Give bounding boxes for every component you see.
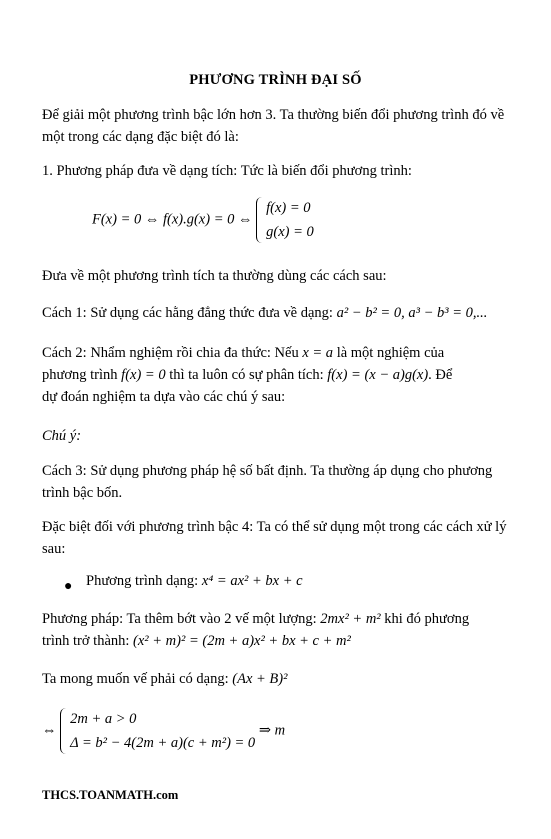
bullet-item [86,570,506,592]
page-title: PHƯƠNG TRÌNH ĐẠI SỐ [189,72,362,88]
method2-text-b: là một nghiệm của [333,345,445,361]
product-system-row1: f(x) = 0 [266,200,311,216]
desire-paragraph [42,668,512,690]
final-system-row2: Δ = b² − 4(2m + a)(c + m²) = 0 [70,735,256,751]
method1-text: Cách 1: Sử dụng các hằng đẳng thức đưa về dạng: [42,305,337,321]
product-system-row2: g(x) = 0 [266,224,314,240]
note-label: Chú ý: [42,428,82,444]
desire-math: (Ax + B)² [232,671,288,687]
method2-line2-b: thì ta luôn có sự phân tích: [165,367,328,383]
method-math-a: 2mx² + m² [320,611,381,627]
method2-text-a: Cách 2: Nhẩm nghiệm rồi chia đa thức: Nếu [42,345,303,361]
method2-paragraph [42,342,512,408]
desire-text: Ta mong muốn vế phải có dạng: [42,671,233,687]
final-system-result: ⇒ m [258,722,286,739]
method-text-b: khi đó phương [380,611,470,627]
special-paragraph: Đặc biệt đối với phương trình bậc 4: Ta có thể sử dụng một trong các cách xử lý sau: [42,519,507,557]
method2-line3: dự đoán nghiệm ta dựa vào các chú ý sau: [42,389,286,405]
brace-icon [60,708,68,754]
method-text-a: Phương pháp: Ta thêm bớt vào 2 vế một lượng: [42,611,321,627]
method-paragraph [42,608,512,652]
bullet-icon: ● [64,579,73,594]
method2-math-c: f(x) = (x − a)g(x) [327,367,429,383]
method-line2: trình trở thành: [42,633,134,649]
intro-paragraph: Để giải một phương trình bậc lớn hơn 3. Ta thường biến đổi phương trình đó về một trong các dạng đặc biệt đó là: [42,107,505,145]
method-math-b: (x² + m)² = (2m + a)x² + bx + c + m² [133,633,351,649]
method2-math-b: f(x) = 0 [121,367,166,383]
footer-site: THCS.TOANMATH.com [42,788,179,802]
product-equation-lhs: F(x) = 0 ⇔ f(x).g(x) = 0 ⇔ [92,211,253,228]
method3-paragraph: Cách 3: Sử dụng phương pháp hệ số bất định. Ta thường áp dụng cho phương trình bậc bốn. [42,463,493,501]
method2-line2-a: phương trình [42,367,122,383]
final-system-braces [60,707,255,755]
final-system [42,707,512,755]
equivalence-icon: ⇔ [42,722,57,739]
method2-math-a: x = a [302,345,334,361]
methods-intro: Đưa về một phương trình tích ta thường dùng các cách sau: [42,268,387,284]
product-equation [92,196,314,244]
final-system-row1: 2m + a > 0 [70,711,137,727]
method2-line2-c: . Để [428,367,453,383]
method1-math: a² − b² = 0, a³ − b³ = 0,... [336,305,488,321]
section1-heading: 1. Phương pháp đưa về dạng tích: Tức là biến đổi phương trình: [42,163,412,179]
brace-icon [256,197,264,243]
method1-paragraph [42,302,512,324]
product-system [256,196,314,244]
bullet-math: x⁴ = ax² + bx + c [201,573,303,589]
bullet-text: Phương trình dạng: [86,573,202,589]
